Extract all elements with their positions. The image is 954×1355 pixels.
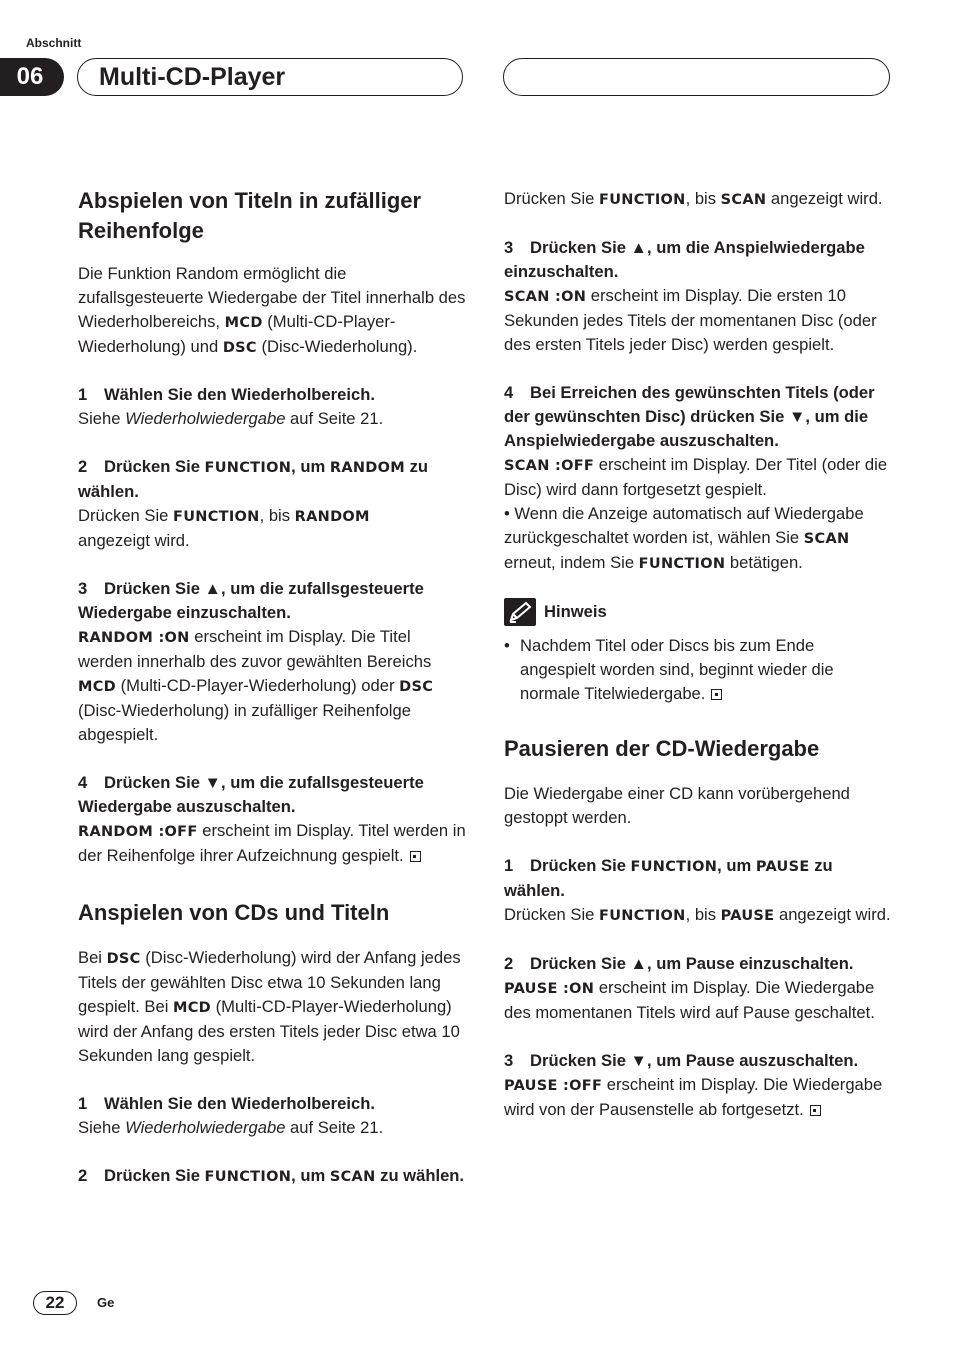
code-dsc: DSC [399, 679, 434, 695]
scan-step-3-body [504, 284, 894, 357]
text: Drücken Sie [78, 506, 173, 525]
text: erscheint im Display. Die Wiedergabe des momentanen Titels wird auf Pause geschaltet. [504, 978, 875, 1022]
code-mcd: MCD [173, 1000, 212, 1016]
text: Drücken Sie [530, 238, 631, 257]
text: Drücken Sie [530, 1051, 631, 1070]
scan-step-1-body [78, 1116, 468, 1140]
left-column [78, 186, 468, 1189]
text: Drücken Sie [104, 1166, 205, 1185]
heading-pause: Pausieren der CD-Wiedergabe [504, 736, 820, 761]
end-of-section-icon [410, 851, 421, 862]
code-function: FUNCTION [630, 859, 718, 875]
text: erscheint im Display. Die Wiedergabe wird von der Pausenstelle ab fortgesetzt. [504, 1075, 883, 1119]
scan-step-1-title [78, 1092, 468, 1116]
scan-step-4-body [504, 453, 894, 502]
text: Die Funktion Random ermöglicht die zufallsgesteuerte Wiedergabe der Titel innerhalb des Wiederholbereichs, [78, 264, 466, 331]
step-number: 3 [504, 238, 514, 257]
text: auf Seite 21. [285, 1118, 384, 1137]
text: Bei [78, 948, 107, 967]
code-function: FUNCTION [173, 509, 260, 525]
text: (Multi-CD-Player-Wiederholung) und [78, 312, 396, 356]
code-scan-off: SCAN :OFF [504, 458, 595, 474]
step-number: 2 [504, 954, 514, 973]
end-of-section-icon [711, 689, 722, 700]
end-of-section-icon [810, 1105, 821, 1116]
scan-step-2-title [78, 1164, 468, 1189]
random-step-3-title [78, 577, 468, 625]
note-label: Hinweis [544, 602, 607, 621]
pause-step-1-body [504, 903, 894, 928]
scan-step-4-title [504, 381, 894, 453]
cross-reference: Wiederholwiedergabe [125, 1118, 286, 1137]
chapter-title-text: Multi-CD-Player [99, 62, 286, 91]
step-number: 1 [78, 385, 88, 404]
up-arrow-icon: ▲ [630, 238, 647, 257]
text: Drücken Sie [104, 773, 205, 792]
down-arrow-icon: ▼ [788, 407, 806, 426]
code-random-on: RANDOM :ON [78, 630, 190, 646]
text: , bis [685, 189, 721, 208]
text: zu wählen. [78, 457, 429, 501]
pause-step-3-title [504, 1049, 894, 1073]
random-step-4-body [78, 819, 468, 868]
cross-reference: Wiederholwiedergabe [125, 409, 286, 428]
text: Drücken Sie [504, 189, 599, 208]
down-arrow-icon: ▼ [204, 773, 221, 792]
text: , um die Anspielwiedergabe einzuschalten. [504, 238, 865, 281]
code-pause: PAUSE [720, 908, 775, 924]
code-random: RANDOM [294, 509, 370, 525]
text: Siehe [78, 409, 126, 428]
scan-intro [78, 946, 468, 1068]
code-mcd: MCD [78, 679, 117, 695]
code-pause: PAUSE [755, 859, 810, 875]
text: Wenn die Anzeige automatisch auf Wiedergabe zurückgeschaltet worden ist, wählen Sie [504, 504, 864, 547]
code-dsc: DSC [106, 951, 141, 967]
random-step-1-body [78, 407, 468, 431]
note-pencil-icon [504, 598, 536, 626]
random-intro [78, 262, 468, 360]
code-function: FUNCTION [204, 460, 292, 476]
scan-step-2-body [504, 187, 894, 212]
code-scan: SCAN [720, 192, 767, 208]
text: , um die Anspielwiedergabe auszuschalten. [504, 407, 869, 450]
chapter-title [77, 58, 463, 96]
code-scan: SCAN [329, 1169, 376, 1185]
text: zu wählen. [504, 856, 833, 900]
pause-step-2-title [504, 952, 894, 976]
note-header [504, 598, 894, 626]
text: auf Seite 21. [285, 409, 384, 428]
step-number: 2 [78, 457, 88, 476]
random-step-2-title [78, 455, 468, 504]
text: (Multi-CD-Player-Wiederholung) oder [116, 676, 400, 695]
text: (Disc-Wiederholung) wird der Anfang jedes Titels der gewählten Disc etwa 10 Sekunden lang gespielt. Bei [78, 948, 461, 1016]
text: , bis [685, 905, 721, 924]
step-number: 3 [78, 579, 88, 598]
note-item [504, 634, 894, 706]
text: , um die zufallsgesteuerte Wiedergabe einzuschalten. [78, 579, 424, 622]
text: (Multi-CD-Player-Wiederholung) wird der Anfang des ersten Titels jeder Disc etwa 10 Sekunden lang gespielt. [78, 997, 460, 1065]
code-random: RANDOM [329, 460, 405, 476]
code-function: FUNCTION [638, 556, 726, 572]
text: betätigen. [725, 553, 803, 572]
code-scan-on: SCAN :ON [504, 289, 587, 305]
text: Drücken Sie [530, 856, 631, 875]
right-column [504, 187, 894, 1122]
text: Wählen Sie den Wiederholbereich. [104, 1094, 375, 1113]
code-function: FUNCTION [599, 192, 686, 208]
code-mcd: MCD [224, 315, 263, 331]
text: erscheint im Display. Die Titel werden innerhalb des zuvor gewählten Bereichs [78, 627, 432, 671]
step-number: 3 [504, 1051, 514, 1070]
heading-scan: Anspielen von CDs und Titeln [78, 900, 390, 925]
code-random-off: RANDOM :OFF [78, 824, 198, 840]
code-function: FUNCTION [599, 908, 686, 924]
heading-random: Abspielen von Titeln in zufälliger Reihenfolge [78, 188, 422, 243]
text: angezeigt wird. [78, 531, 190, 550]
page-number: 22 [33, 1291, 77, 1315]
pause-intro: Die Wiedergabe einer CD kann vorübergehend gestoppt werden. [504, 784, 850, 827]
text: , um [291, 457, 330, 476]
text: , um Pause einzuschalten. [646, 954, 854, 973]
up-arrow-icon: ▲ [630, 954, 647, 973]
step-number: 1 [78, 1094, 88, 1113]
text: Drücken Sie [504, 905, 599, 924]
text: Bei Erreichen des gewünschten Titels (oder der gewünschten Disc) drücken Sie [504, 383, 875, 426]
text: erscheint im Display. Titel werden in der Reihenfolge ihrer Aufzeichnung gespielt. [78, 821, 466, 865]
text: erscheint im Display. Die ersten 10 Sekunden jedes Titels der momentanen Disc (oder des ersten Titels jeder Disc) werden gespielt. [504, 286, 877, 354]
down-arrow-icon: ▼ [630, 1051, 647, 1070]
text: angezeigt wird. [766, 189, 883, 208]
code-pause-on: PAUSE :ON [504, 981, 595, 997]
random-step-2-body [78, 504, 468, 553]
text: erscheint im Display. Der Titel (oder die Disc) wird dann fortgesetzt gespielt. [504, 455, 888, 499]
text: Drücken Sie [104, 579, 205, 598]
code-function: FUNCTION [204, 1169, 292, 1185]
text: , bis [259, 506, 295, 525]
chapter-number-badge: 06 [0, 58, 64, 96]
text: , um [717, 856, 756, 875]
chapter-empty-box [503, 58, 890, 96]
pause-step-1-title [504, 854, 894, 903]
random-step-1-title [78, 383, 468, 407]
text: Siehe [78, 1118, 126, 1137]
code-scan: SCAN [803, 531, 850, 547]
text: Drücken Sie [530, 954, 631, 973]
section-label: Abschnitt [26, 36, 82, 50]
scan-step-3-title [504, 236, 894, 284]
pause-step-3-body [504, 1073, 894, 1122]
code-pause-off: PAUSE :OFF [504, 1078, 603, 1094]
bullet: • [504, 636, 510, 655]
text: (Disc-Wiederholung) in zufälliger Reihenfolge abgespielt. [78, 701, 411, 744]
step-number: 1 [504, 856, 514, 875]
text: , um die zufallsgesteuerte Wiedergabe auszuschalten. [78, 773, 424, 816]
random-step-4-title [78, 771, 468, 819]
text: Wählen Sie den Wiederholbereich. [104, 385, 375, 404]
up-arrow-icon: ▲ [204, 579, 221, 598]
note-text: Nachdem Titel oder Discs bis zum Ende angespielt worden sind, beginnt wieder die normale Titelwiedergabe. [520, 636, 834, 703]
random-step-3-body [78, 625, 468, 747]
text: , um Pause auszuschalten. [646, 1051, 859, 1070]
code-dsc: DSC [222, 340, 257, 356]
scan-step-4-bullet: • Wenn die Anzeige automatisch auf Wiedergabe zurückgeschaltet worden ist, wählen Sie SCAN erneut, indem Sie FUNCTION betätigen. [504, 504, 864, 572]
step-number: 4 [504, 383, 514, 402]
pause-step-2-body [504, 976, 894, 1025]
text: , um [291, 1166, 330, 1185]
language-code: Ge [97, 1295, 115, 1310]
text: zu wählen. [375, 1166, 465, 1185]
text: Drücken Sie [104, 457, 205, 476]
step-number: 4 [78, 773, 88, 792]
step-number: 2 [78, 1166, 88, 1185]
text: (Disc-Wiederholung). [256, 337, 418, 356]
text: angezeigt wird. [774, 905, 891, 924]
text: erneut, indem Sie [504, 553, 639, 572]
